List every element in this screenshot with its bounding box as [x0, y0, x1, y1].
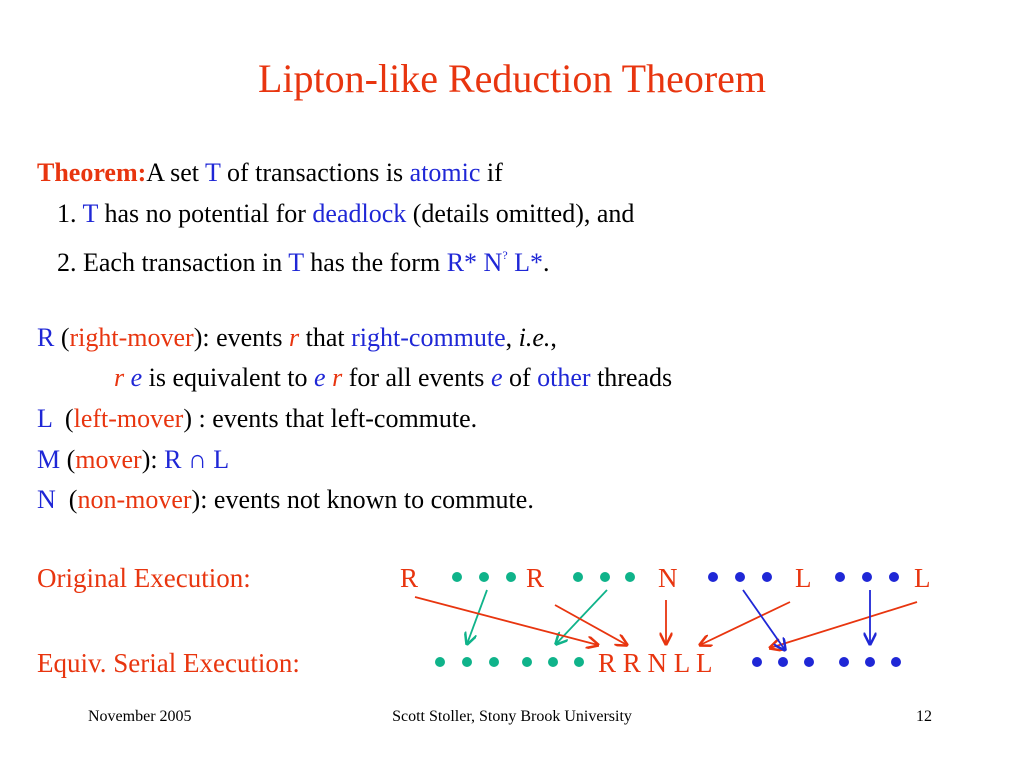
- text: (details omitted), and: [406, 199, 635, 228]
- form-rn: R* N: [446, 248, 503, 277]
- red-arrow-r1: [415, 597, 598, 645]
- right-commute-term: right-commute: [351, 323, 506, 352]
- theorem-label: Theorem:: [37, 158, 147, 187]
- orig-token-r1: R: [400, 563, 419, 593]
- text: ,: [505, 323, 519, 352]
- text: .: [543, 248, 550, 277]
- theorem-line-2: [57, 194, 634, 234]
- text: is equivalent to: [142, 363, 315, 392]
- orig-teal-dots-2: [573, 572, 635, 582]
- theorem-line-3: [57, 235, 550, 283]
- red-arrow-l1: [700, 602, 790, 645]
- def-mover: [37, 440, 229, 480]
- text: that: [299, 323, 352, 352]
- footer-author: Scott Stoller, Stony Brook University: [392, 708, 632, 725]
- text: for all events: [342, 363, 491, 392]
- def-equivalence: [114, 358, 672, 398]
- orig-token-n: N: [658, 563, 678, 593]
- form-l: L*: [507, 248, 544, 277]
- other-term: other: [537, 363, 591, 392]
- text: (: [51, 404, 74, 433]
- set-t: T: [288, 248, 304, 277]
- r-italic: r: [332, 363, 343, 392]
- text: if: [480, 158, 503, 187]
- red-arrow-r2: [555, 605, 627, 645]
- text: ,: [550, 323, 557, 352]
- text: has no potential for: [97, 199, 313, 228]
- text: ):: [141, 445, 165, 474]
- text: of transactions is: [220, 158, 410, 187]
- left-mover-term: left-mover: [73, 404, 184, 433]
- blue-arrow-1: [743, 590, 785, 650]
- text: 2. Each transaction in: [57, 248, 289, 277]
- atomic-term: atomic: [409, 158, 481, 187]
- footer-page-number: 12: [916, 708, 932, 725]
- text: of: [502, 363, 538, 392]
- serial-tokens: R R N L L: [598, 648, 713, 678]
- orig-token-l2: L: [914, 563, 931, 593]
- serial-execution-label: Equiv. Serial Execution:: [37, 648, 300, 678]
- e-italic: e: [314, 363, 326, 392]
- l-symbol: L: [37, 404, 52, 433]
- right-mover-term: right-mover: [69, 323, 194, 352]
- form-sup: ?: [502, 248, 508, 262]
- text: ): events: [193, 323, 290, 352]
- orig-token-l1: L: [795, 563, 812, 593]
- text: 1.: [57, 199, 83, 228]
- slide-title: Lipton-like Reduction Theorem: [257, 56, 767, 101]
- non-mover-term: non-mover: [77, 485, 192, 514]
- e-italic: e: [490, 363, 503, 392]
- serial-teal-dots: [435, 657, 584, 667]
- teal-arrow-2: [556, 590, 607, 644]
- teal-arrow-1: [467, 590, 487, 644]
- def-right-mover: [37, 318, 557, 358]
- text: ) : events that left-commute.: [183, 404, 478, 433]
- red-arrow-l2: [770, 602, 917, 648]
- set-t: T: [205, 158, 221, 187]
- mover-expr: R ∩ L: [164, 445, 230, 474]
- serial-blue-dots: [752, 657, 901, 667]
- form-expr: [447, 248, 543, 277]
- m-symbol: M: [37, 445, 61, 474]
- footer-date: November 2005: [88, 708, 192, 725]
- def-non-mover: [37, 480, 534, 520]
- set-t: T: [82, 199, 98, 228]
- ie: i.e.: [518, 323, 551, 352]
- orig-token-r2: R: [526, 563, 545, 593]
- text: has the form: [303, 248, 447, 277]
- r-symbol: R: [37, 323, 55, 352]
- mover-term: mover: [75, 445, 142, 474]
- text: (: [60, 445, 76, 474]
- text: (: [55, 485, 78, 514]
- n-symbol: N: [37, 485, 56, 514]
- r-italic: r: [114, 363, 125, 392]
- text: ): events not known to commute.: [191, 485, 534, 514]
- text: A set: [146, 158, 206, 187]
- def-left-mover: [37, 399, 477, 439]
- text: threads: [590, 363, 673, 392]
- theorem-line-1: [37, 153, 503, 193]
- orig-blue-dots-2: [835, 572, 899, 582]
- orig-teal-dots-1: [452, 572, 516, 582]
- orig-blue-dots-1: [708, 572, 772, 582]
- r-italic: r: [289, 323, 300, 352]
- text: (: [54, 323, 70, 352]
- e-italic: e: [130, 363, 143, 392]
- deadlock-term: deadlock: [312, 199, 407, 228]
- original-execution-label: Original Execution:: [37, 563, 251, 593]
